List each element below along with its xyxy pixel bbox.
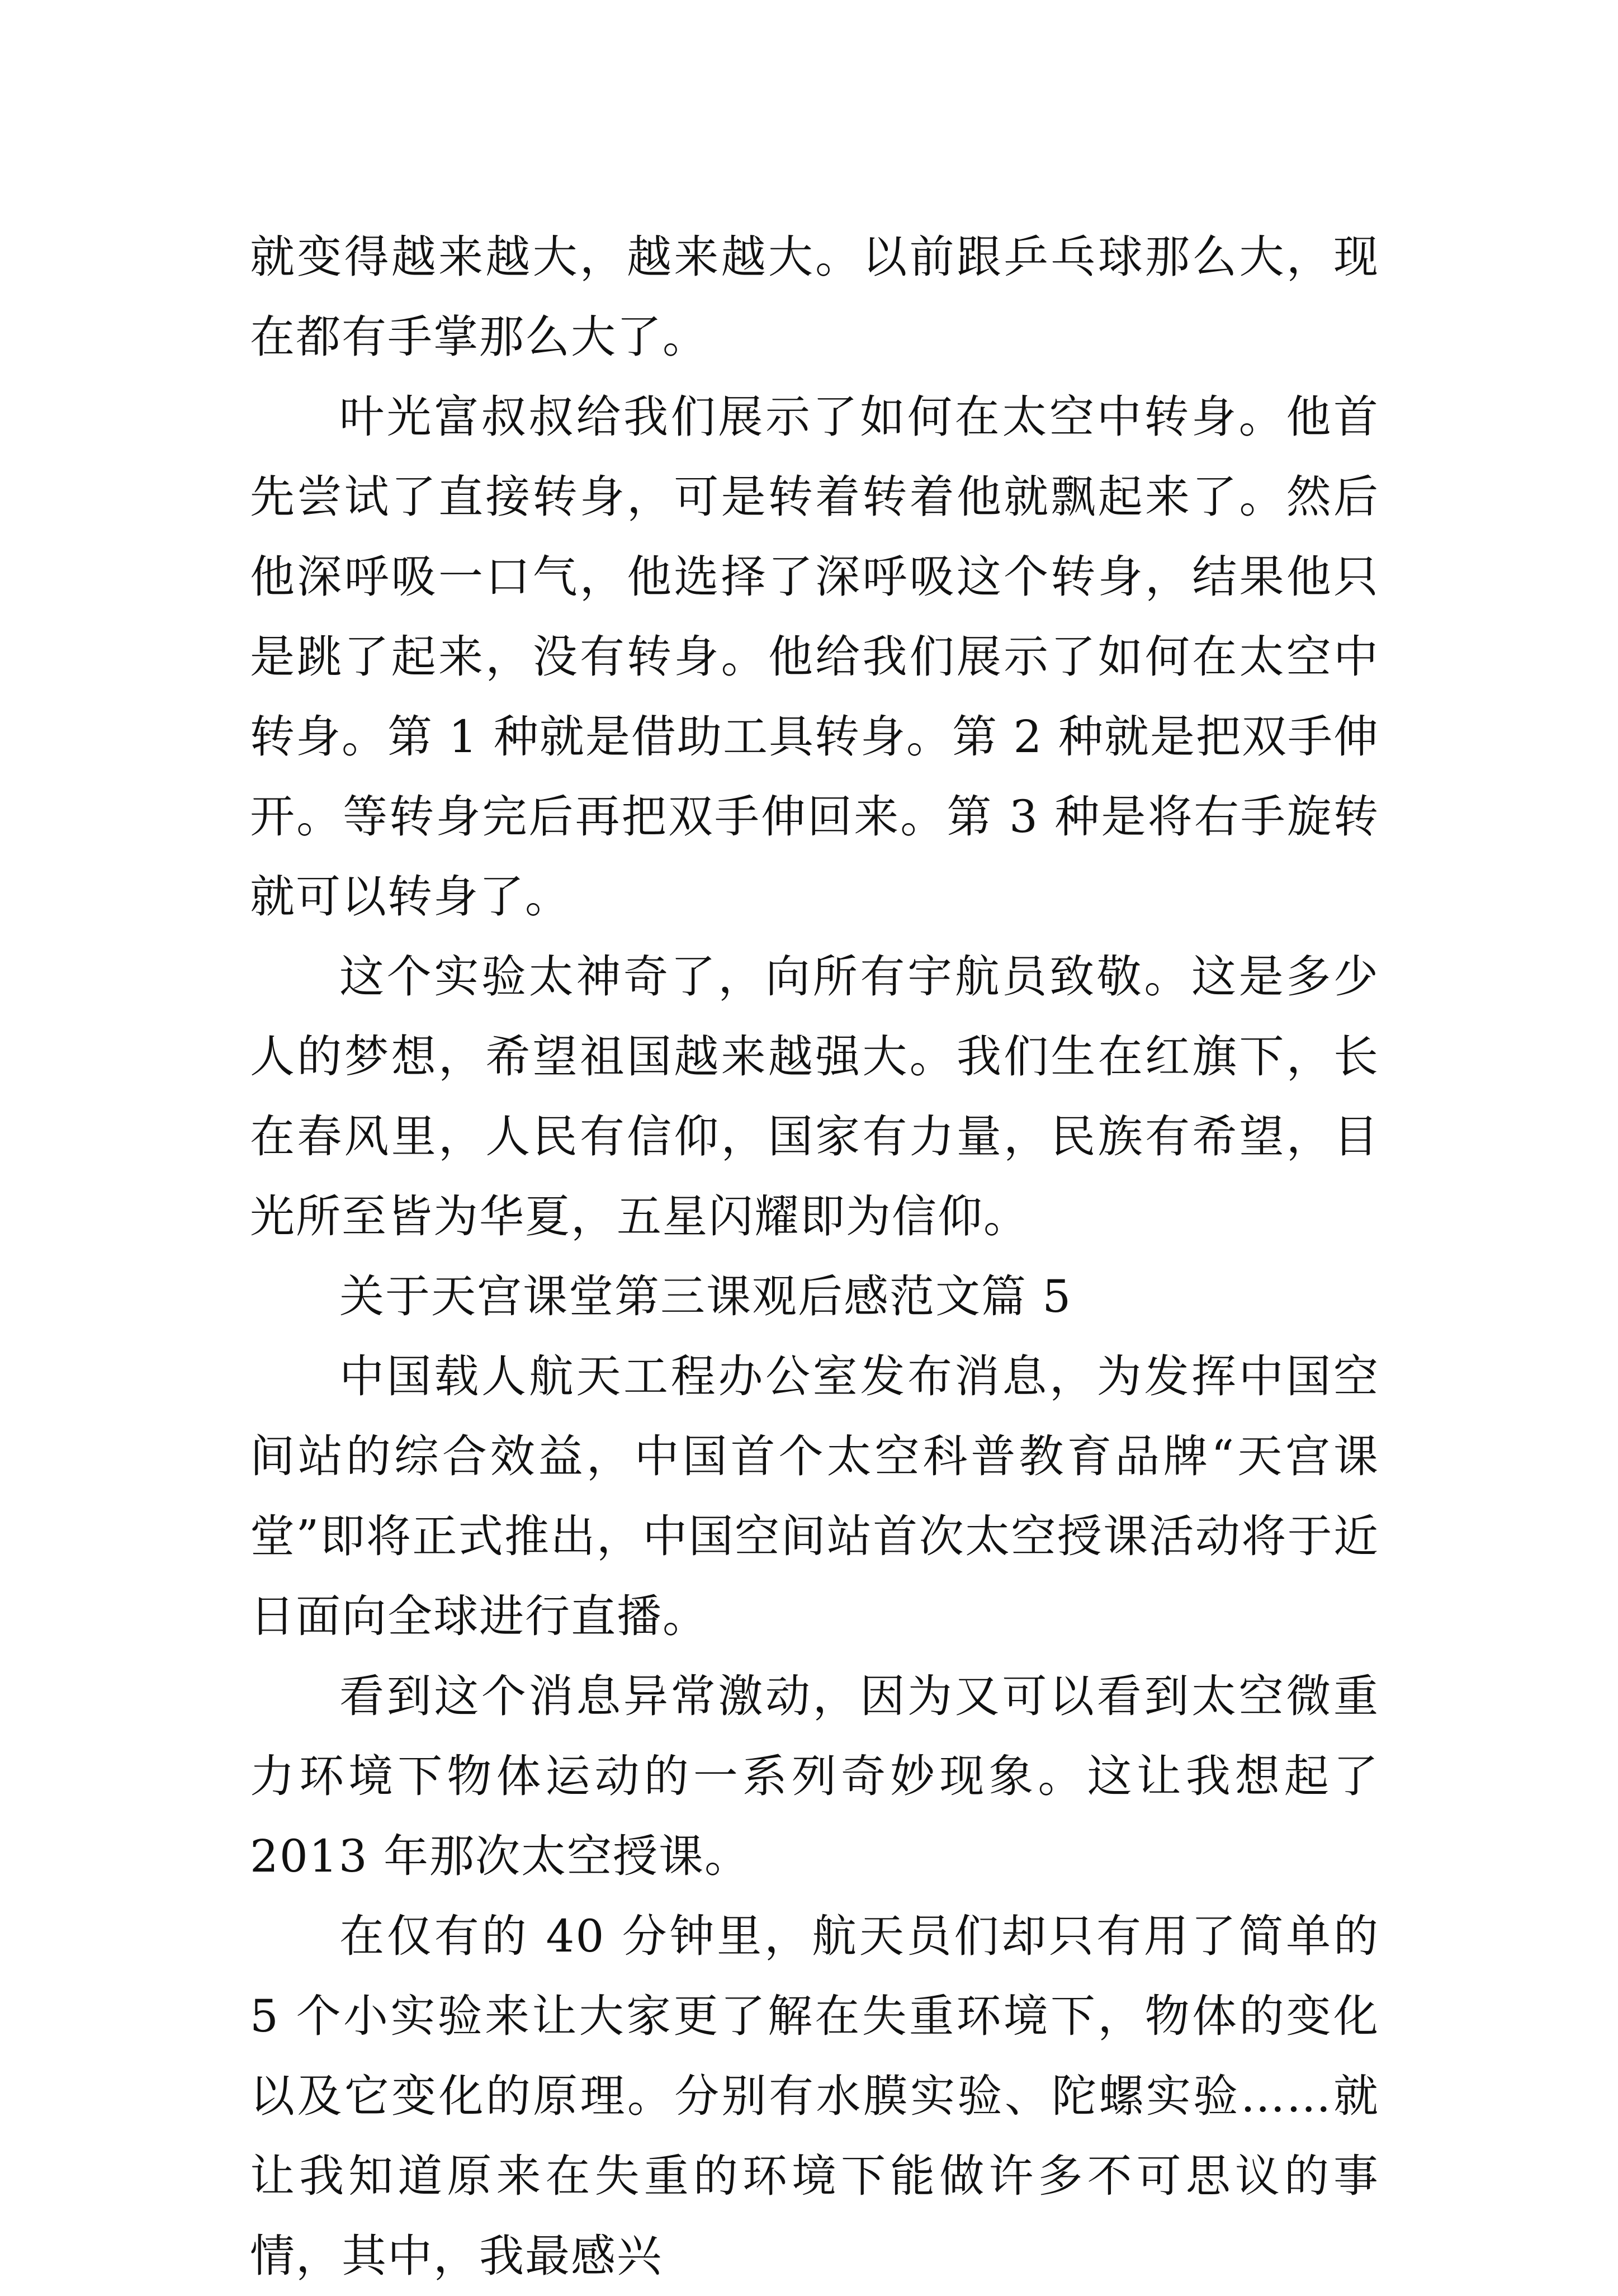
paragraph-body: 在仅有的 40 分钟里，航天员们却只有用了简单的 5 个小实验来让大家更了解在失重环境下，物体的变化以及它变化的原理。分别有水膜实验、陀螺实验……就让我知道原来在失重的环境下能做许多不可思议的事情，其中，我最感兴 [250,1910,1379,2282]
paragraph-body: 看到这个消息异常激动，因为又可以看到太空微重力环境下物体运动的一系列奇妙现象。这让我想起了 2013 年那次太空授课。 [250,1670,1379,1882]
paragraph-body: 这个实验太神奇了，向所有宇航员致敬。这是多少人的梦想，希望祖国越来越强大。我们生在红旗下，长在春风里，人民有信仰，国家有力量，民族有希望，目光所至皆为华夏，五星闪耀即为信仰。 [250,951,1379,1243]
paragraph-continuation: 就变得越来越大，越来越大。以前跟乒乓球那么大，现在都有手掌那么大了。 [250,231,1379,363]
paragraph-body: 叶光富叔叔给我们展示了如何在太空中转身。他首先尝试了直接转身，可是转着转着他就飘起来了。然后他深呼吸一口气，他选择了深呼吸这个转身，结果他只是跳了起来，没有转身。他给我们展示了如何在太空中转身。第 1 种就是借助工具转身。第 2 种就是把双手伸开。等转身完后再把双手伸回来。第 3 种是将右手旋转就可以转身了。 [250,391,1379,923]
paragraph-body: 中国载人航天工程办公室发布消息，为发挥中国空间站的综合效益，中国首个太空科普教育品牌“天宫课堂”即将正式推出，中国空间站首次太空授课活动将于近日面向全球进行直播。 [250,1350,1379,1642]
section-heading: 关于天宫课堂第三课观后感范文篇 5 [339,1270,1072,1322]
document-body [250,217,1379,2296]
